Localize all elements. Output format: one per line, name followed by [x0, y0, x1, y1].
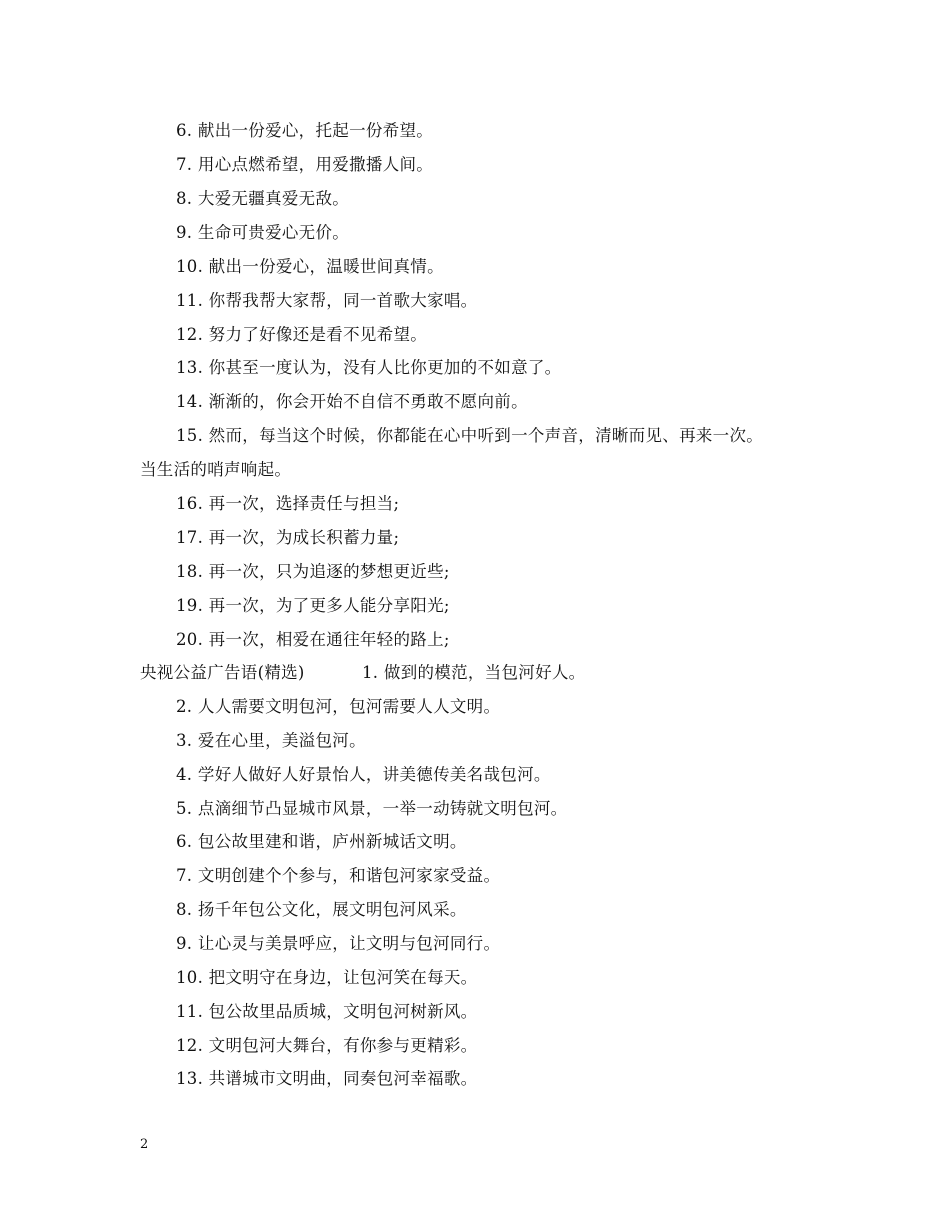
list-item: 16. 再一次，选择责任与担当; [176, 494, 400, 513]
list-item: 11. 你帮我帮大家帮，同一首歌大家唱。 [176, 291, 478, 310]
list-item: 3. 爱在心里，美溢包河。 [176, 731, 366, 750]
list-item: 10. 献出一份爱心，温暖世间真情。 [176, 257, 444, 276]
list-item: 17. 再一次，为成长积蓄力量; [176, 528, 400, 547]
list-item: 10. 把文明守在身边，让包河笑在每天。 [176, 968, 478, 987]
list-item: 2. 人人需要文明包河，包河需要人人文明。 [176, 697, 501, 716]
list-item: 7. 文明创建个个参与，和谐包河家家受益。 [176, 866, 501, 885]
list-item-continuation: 当生活的哨声响起。 [140, 460, 292, 479]
list-item: 14. 渐渐的，你会开始不自信不勇敢不愿向前。 [176, 392, 528, 411]
list-item: 6. 献出一份爱心，托起一份希望。 [176, 121, 434, 140]
list-item: 8. 扬千年包公文化，展文明包河风采。 [176, 900, 467, 919]
list-item: 1. 做到的模范，当包河好人。 [362, 663, 586, 682]
list-item: 18. 再一次，只为追逐的梦想更近些; [176, 562, 450, 581]
list-item: 11. 包公故里品质城，文明包河树新风。 [176, 1002, 478, 1021]
section-heading: 央视公益广告语(精选) [140, 663, 305, 682]
list-item: 4. 学好人做好人好景怡人，讲美德传美名哉包河。 [176, 765, 551, 784]
list-item: 12. 努力了好像还是看不见希望。 [176, 325, 428, 344]
list-item: 6. 包公故里建和谐，庐州新城话文明。 [176, 832, 467, 851]
list-item: 13. 共谱城市文明曲，同奏包河幸福歌。 [176, 1069, 478, 1088]
page-number: 2 [140, 1137, 149, 1152]
list-item: 12. 文明包河大舞台，有你参与更精彩。 [176, 1036, 478, 1055]
list-item: 13. 你甚至一度认为，没有人比你更加的不如意了。 [176, 358, 562, 377]
list-item: 20. 再一次，相爱在通往年轻的路上; [176, 630, 450, 649]
list-item: 8. 大爱无疆真爱无敌。 [176, 189, 350, 208]
list-item: 19. 再一次，为了更多人能分享阳光; [176, 596, 450, 615]
list-item: 5. 点滴细节凸显城市风景，一举一动铸就文明包河。 [176, 799, 568, 818]
list-item: 9. 让心灵与美景呼应，让文明与包河同行。 [176, 934, 501, 953]
list-item: 7. 用心点燃希望，用爱撒播人间。 [176, 155, 434, 174]
list-item: 15. 然而，每当这个时候，你都能在心中听到一个声音，清晰而见、再来一次。 [176, 426, 764, 445]
list-item: 9. 生命可贵爱心无价。 [176, 223, 350, 242]
